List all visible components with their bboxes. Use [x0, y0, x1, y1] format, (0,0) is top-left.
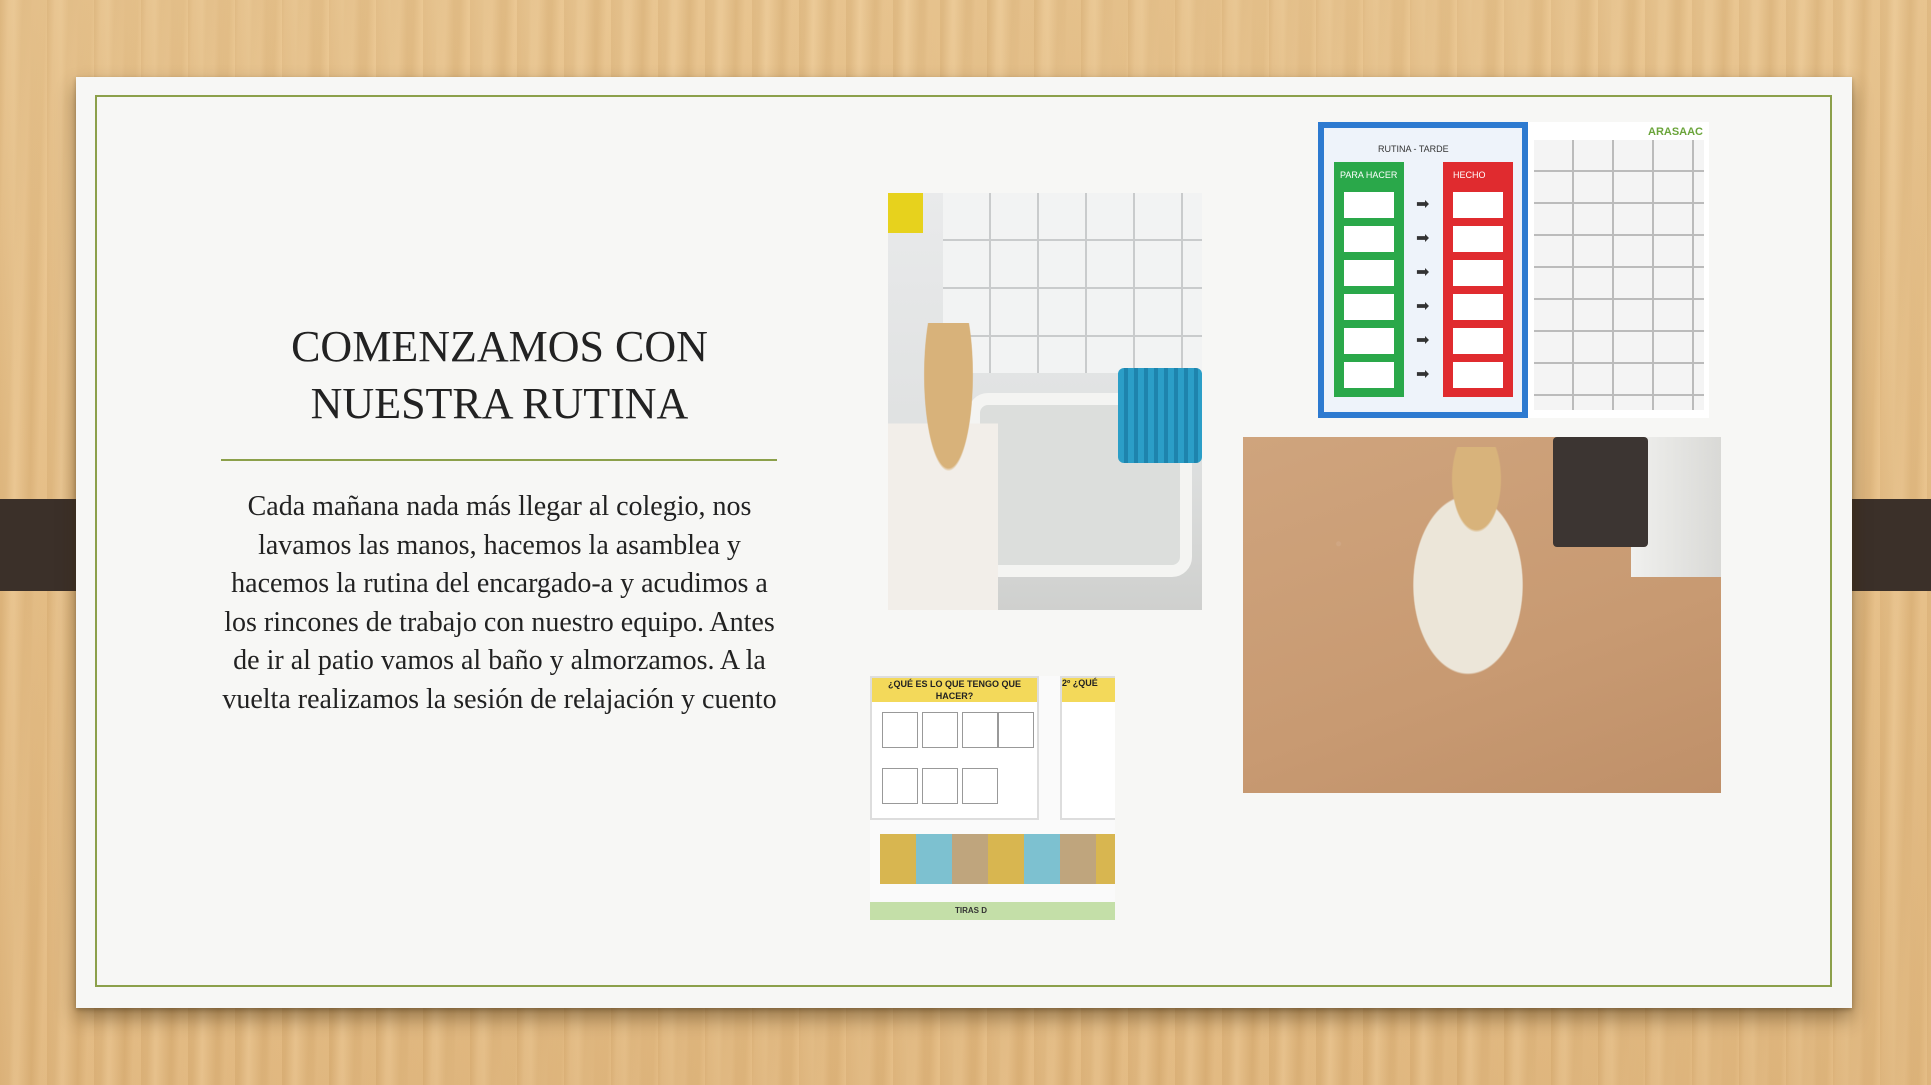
routine-board-image: [1318, 122, 1709, 418]
question-cards-image: [870, 676, 1115, 920]
done-slot: [1453, 260, 1503, 286]
handwashing-photo: [888, 193, 1202, 610]
arasaac-logo: ARASAAC: [1648, 126, 1703, 138]
done-slot: [1453, 226, 1503, 252]
child-figure: [1383, 447, 1553, 677]
second-card-heading: 2º ¿QUÉ: [1062, 678, 1115, 702]
title-divider: [221, 459, 777, 461]
done-label: HECHO: [1453, 170, 1486, 180]
pictogram-icon: [882, 768, 918, 804]
blue-basket: [1118, 368, 1202, 463]
strip-footer: TIRAS D: [870, 902, 1115, 920]
done-slot: [1453, 294, 1503, 320]
question-mark-icon: [962, 768, 998, 804]
pictogram-icon: [922, 768, 958, 804]
todo-slot: [1344, 294, 1394, 320]
arrow-right-icon: ➡: [1416, 332, 1430, 349]
question-card-heading: ¿QUÉ ES LO QUE TENGO QUE HACER?: [872, 678, 1037, 702]
child-figure: [888, 323, 998, 610]
todo-slot: [1344, 192, 1394, 218]
question-card: [870, 676, 1039, 820]
done-slot: [1453, 328, 1503, 354]
slide-body-text: Cada mañana nada más llegar al colegio, nos lavamos las manos, hacemos la asamblea y hacemos la rutina del encargado-a y acudimos a los rincones de trabajo con nuestro equipo. Antes de ir al patio vamos al baño y almorzamos. A la vuelta realizamos la sesión de relajación y cuento: [222, 491, 777, 715]
pictogram-strip: [880, 834, 1115, 884]
arrow-right-icon: ➡: [1416, 264, 1430, 281]
shoe-tying-photo: [1243, 437, 1721, 793]
done-slot: [1453, 192, 1503, 218]
pictogram-icon: [922, 712, 958, 748]
todo-slot: [1344, 362, 1394, 388]
todo-slot: [1344, 328, 1394, 354]
slide-title: COMENZAMOS CON NUESTRA RUTINA: [291, 322, 708, 428]
routine-board-header: RUTINA - TARDE: [1378, 144, 1449, 154]
pictogram-icon: [882, 712, 918, 748]
pictogram-grid: [1534, 140, 1704, 410]
second-question-card: [1060, 676, 1115, 820]
arrow-right-icon: ➡: [1416, 366, 1430, 383]
arrow-right-icon: ➡: [1416, 230, 1430, 247]
trash-bin: [1553, 437, 1648, 547]
todo-label: PARA HACER: [1340, 170, 1398, 180]
arrow-right-icon: ➡: [1416, 196, 1430, 213]
pictogram-icon: [998, 712, 1034, 748]
pictogram-icon: [962, 712, 998, 748]
done-slot: [1453, 362, 1503, 388]
todo-slot: [1344, 260, 1394, 286]
yellow-item: [888, 193, 923, 233]
todo-slot: [1344, 226, 1394, 252]
arrow-right-icon: ➡: [1416, 298, 1430, 315]
